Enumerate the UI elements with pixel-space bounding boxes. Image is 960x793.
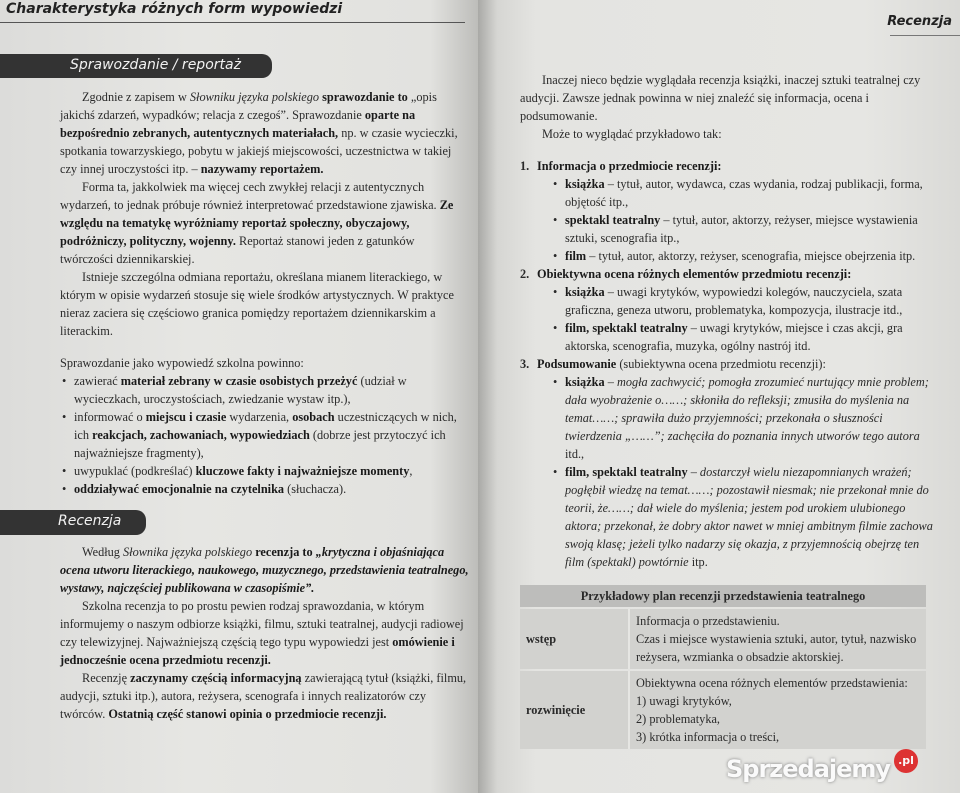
- step-item: [520, 265, 934, 355]
- row-line: 1) uwagi krytyków,: [636, 694, 732, 708]
- text-run: film, spektakl teatralny: [565, 321, 688, 335]
- text-run: ,: [409, 464, 413, 478]
- list-item: [551, 463, 934, 571]
- text-run: zaczynamy częścią informacyjną: [130, 671, 302, 685]
- text-run: oparte na bezpośrednio zebranych, autentycznych materiałach,: [60, 108, 416, 140]
- text-run: nazywamy reportażem.: [200, 162, 324, 176]
- list-item: [60, 408, 468, 462]
- row-line: 2) problematyka,: [636, 712, 721, 726]
- step-item: [520, 157, 934, 265]
- text-run: Ze względu na tematykę wyróżniamy reportaż społeczny, obyczajowy, podróżniczy, polityczny, wojenny.: [60, 198, 454, 248]
- text-run: uwypuklać (podkreślać): [74, 464, 196, 478]
- paragraph: [520, 71, 928, 125]
- text-run: (dobrze jest przytoczyć ich najważniejsze fragmenty),: [74, 428, 446, 460]
- text-run: – tytuł, autor, wydawca, czas wydania, rodzaj publikacji, forma, objętość itp.,: [565, 177, 923, 209]
- text-run: – tytuł, autor, aktorzy, reżyser, scenografia, miejsce obejrzenia itp.: [586, 249, 916, 263]
- left-page: [0, 0, 478, 793]
- list-intro: Sprawozdanie jako wypowiedź szkolna powinno:: [60, 356, 304, 370]
- text-run: „opis jakichś zdarzeń, wypadków; relacja z czegoś”. Sprawozdanie: [60, 90, 437, 122]
- step-number: 2.: [520, 267, 530, 281]
- text-run: dostarczył wielu niezapomnianych wrażeń; pogłębił wiedzę na temat……; pozostawił niesmak; nie przekonał mnie do teorii, że……; dał wiele do myślenia; jestem pod urokiem ulubionego aktora; przekonał, że dobry aktor nawet w mniej ambitnym filmie zachowa swoją klasę; jeżeli tylko nadarzy się okazja, z przyjemnością obejrzę ten film (spektakl) powtórnie: [565, 465, 933, 569]
- text-run: –: [687, 465, 700, 479]
- text-run: Obiektywna ocena różnych elementów przedmiotu recenzji:: [537, 267, 852, 281]
- text-run: spektakl teatralny: [565, 213, 661, 227]
- text-run: film, spektakl teatralny: [565, 465, 688, 479]
- running-head: Recenzja: [887, 14, 952, 29]
- list-item: [551, 211, 934, 247]
- numbered-list: [520, 157, 934, 571]
- text-run: reakcjach, zachowaniach, wypowiedziach: [92, 428, 310, 442]
- text-run: Forma ta, jakkolwiek ma więcej cech zwykłej relacji z autentycznych wydarzeń, to jednak próbuje również interpretować przedstawione zjawiska.: [60, 180, 440, 212]
- list-item: [551, 247, 934, 265]
- text-run: osobach: [292, 410, 335, 424]
- row-content: [630, 671, 926, 749]
- text-run: Zgodnie z zapisem w: [82, 90, 190, 104]
- running-head: Charakterystyka różnych form wypowiedzi: [6, 1, 343, 17]
- text-run: np. w czasie wycieczki, spotkania towarzyskiego, pobytu w jakiejś miejscowości, uczestnictwa w takiej czy innej uroczystości itp. –: [60, 126, 458, 176]
- list-item: [551, 319, 934, 355]
- school-report-list: [60, 354, 468, 498]
- paragraph: [60, 669, 470, 723]
- header-rule: [890, 35, 960, 36]
- text-run: (słuchacza).: [284, 482, 347, 496]
- paragraph: [60, 543, 470, 597]
- paragraph: [520, 125, 928, 143]
- text-run: książka: [565, 375, 605, 389]
- text-run: – uwagi krytyków, wypowiedzi kolegów, nauczyciela, szata graficzna, geneza utworu, problematyka, kompozycja, ilustracje itd.,: [565, 285, 903, 317]
- row-line: Obiektywna ocena różnych elementów przedstawienia:: [636, 676, 908, 690]
- text-run: Ostatnią część stanowi opinia o przedmiocie recenzji.: [108, 707, 387, 721]
- text-run: uczestniczących w nich, ich: [74, 410, 457, 442]
- text-run: omówienie i jednocześnie ocena przedmiotu recenzji.: [60, 635, 455, 667]
- bullet-list: [60, 372, 468, 498]
- text-run: Słownika języka polskiego: [123, 545, 253, 559]
- row-line: Informacja o przedstawieniu.: [636, 614, 780, 628]
- paragraph: [60, 268, 468, 340]
- text-run: „krytyczna i objaśniająca ocena utworu literackiego, naukowego, muzycznego, przedstawienia teatralnego, wystawy, najczęściej publikowana w czasopiśmie”.: [60, 545, 469, 595]
- row-label: rozwinięcie: [520, 671, 630, 749]
- section-body: [60, 88, 468, 340]
- section-title-sprawozdanie: Sprawozdanie / reportaż: [0, 54, 272, 78]
- text-run: oddziaływać emocjonalnie na czytelnika: [74, 482, 285, 496]
- row-label: wstęp: [520, 609, 630, 669]
- step-item: [520, 355, 934, 571]
- text-run: mogła zachwycić; pomogła zrozumieć nurtujący mnie problem; dała wyobrażenie o……; skłoniła do refleksji; zmusiła do myślenia na temat……; sprawiła dużo przyjemności; przekonała o słuszności twierdzenia „……”; zachęciła do poznania innych utworów tego autora: [565, 375, 929, 443]
- text-run: wydarzenia,: [226, 410, 293, 424]
- text-run: materiał zebrany w czasie osobistych przeżyć: [120, 374, 358, 388]
- text-run: Inaczej nieco będzie wyglądała recenzja książki, inaczej sztuki teatralnej czy audycji. Zawsze jednak powinna w niej znaleźć się informacja, ocena i podsumowanie.: [520, 73, 921, 123]
- text-run: kluczowe fakty i najważniejsze momenty: [195, 464, 410, 478]
- step-title: [537, 157, 934, 175]
- text-run: itd.,: [565, 447, 585, 461]
- right-page: [478, 0, 960, 793]
- step-number: 3.: [520, 357, 530, 371]
- list-item: [60, 372, 468, 408]
- text-run: miejscu i czasie: [145, 410, 227, 424]
- row-line: Czas i miejsce wystawienia sztuki, autor, tytuł, nazwisko reżysera, wzmianka o obsadzie aktorskiej.: [636, 632, 917, 664]
- paragraph: [60, 597, 470, 669]
- list-item: [60, 462, 468, 480]
- row-line: 3) krótka informacja o treści,: [636, 730, 780, 744]
- step-title: [537, 265, 934, 283]
- section-title-recenzja: Recenzja: [0, 510, 146, 535]
- watermark-suffix: .pl: [894, 749, 918, 773]
- text-run: Informacja o przedmiocie recenzji:: [537, 159, 722, 173]
- text-run: zawierać: [74, 374, 121, 388]
- text-run: informować o: [74, 410, 146, 424]
- paragraph: [60, 178, 468, 268]
- bullet-list: [551, 373, 934, 571]
- paragraph: [60, 88, 468, 178]
- header-rule: [0, 22, 465, 23]
- text-run: sprawozdanie to: [322, 90, 408, 104]
- table-row: [520, 609, 926, 669]
- text-run: Może to wyglądać przykładowo tak:: [542, 127, 722, 141]
- list-item: [551, 373, 934, 463]
- list-item: [551, 175, 934, 211]
- bullet-list: [551, 283, 934, 355]
- text-run: itp.: [688, 555, 708, 569]
- text-run: książka: [565, 285, 605, 299]
- text-run: –: [604, 375, 617, 389]
- step-title: [537, 355, 934, 373]
- text-run: Szkolna recenzja to po prostu pewien rodzaj sprawozdania, w którym informujemy o naszym odbiorze książki, filmu, sztuki teatralnej, audycji radiowej czy telewizyjnej. Najważniejszą częścią tego typu wypowiedzi jest: [60, 599, 464, 649]
- text-run: film: [565, 249, 587, 263]
- row-content: [630, 609, 926, 669]
- bullet-list: [551, 175, 934, 265]
- watermark-logo: [726, 755, 926, 787]
- list-item: [60, 480, 468, 498]
- section-body: [60, 543, 470, 723]
- step-number: 1.: [520, 159, 530, 173]
- text-run: recenzja to: [255, 545, 316, 559]
- text-run: zawierającą tytuł (książki, filmu, audycji, sztuki itp.), autora, reżysera, scenografa i innych realizatorów czy twórców.: [60, 671, 467, 721]
- text-run: Recenzję: [82, 671, 131, 685]
- text-run: książka: [565, 177, 605, 191]
- table-title: Przykładowy plan recenzji przedstawienia teatralnego: [520, 585, 926, 607]
- table-row: [520, 671, 926, 749]
- intro-text: [520, 71, 928, 143]
- text-run: (udział w wycieczkach, uroczystościach, zwiedzanie wystaw itp.),: [74, 374, 407, 406]
- text-run: Słowniku języka polskiego: [189, 90, 319, 104]
- text-run: Według: [82, 545, 124, 559]
- text-run: (subiektywna ocena przedmiotu recenzji):: [616, 357, 826, 371]
- review-plan-table: [520, 583, 926, 751]
- text-run: – uwagi krytyków, miejsce i czas akcji, gra aktorska, scenografia, muzyka, ogólny nastrój itd.: [565, 321, 903, 353]
- text-run: Podsumowanie: [537, 357, 617, 371]
- text-run: Reportaż stanowi jeden z gatunków twórczości dziennikarskiej.: [60, 234, 415, 266]
- watermark-text: Sprzedajemy: [726, 755, 891, 783]
- text-run: – tytuł, autor, aktorzy, reżyser, miejsce wystawienia sztuki, scenografia itp.,: [565, 213, 918, 245]
- list-item: [551, 283, 934, 319]
- review-steps: [520, 157, 934, 571]
- text-run: Istnieje szczególna odmiana reportażu, określana mianem literackiego, w którym w opisie wydarzeń stosuje się wiele środków artystycznych. W praktyce nieraz zaciera się częściowo granica pomiędzy reportażem dziennikarskim a literackim.: [60, 270, 454, 338]
